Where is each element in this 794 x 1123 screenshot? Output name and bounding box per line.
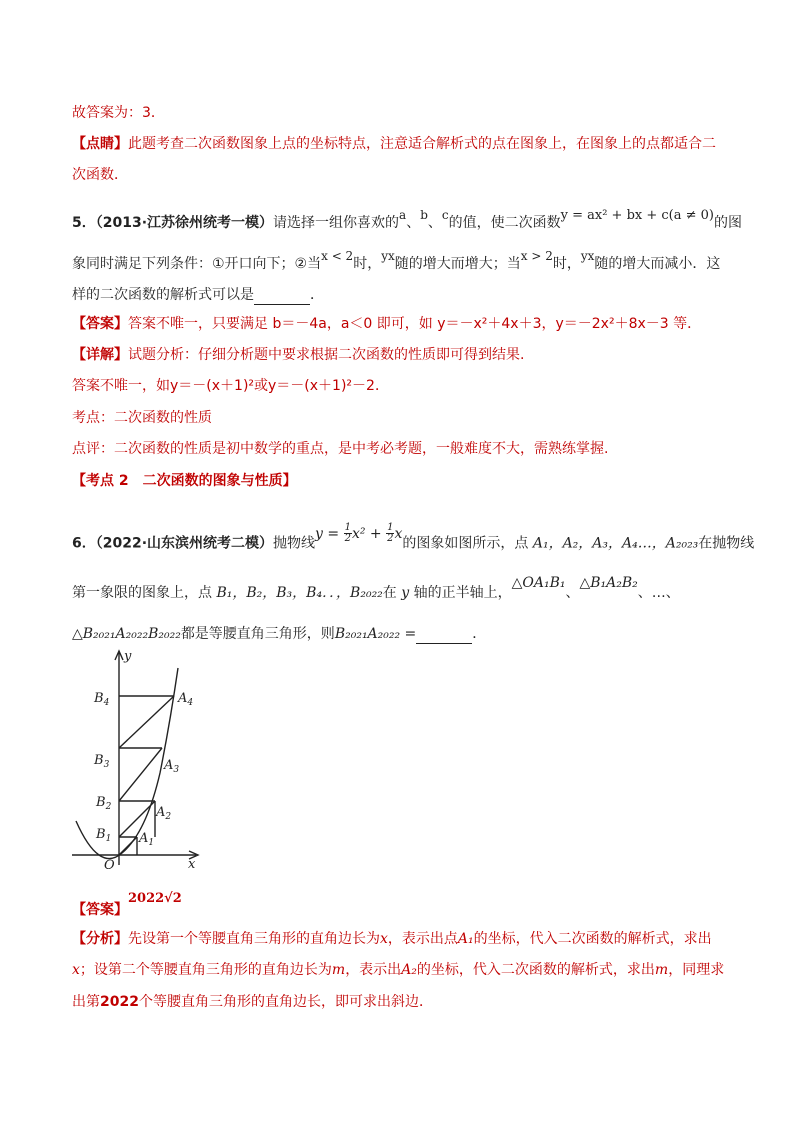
q5-detail-2: 答案不唯一，如y＝－(x＋1)²或y＝－(x＋1)²－2． (72, 378, 389, 394)
q6-answer-blank (416, 623, 472, 644)
q6-analysis-1: 【分析】先设第一个等腰直角三角形的直角边长为x，表示出点A₁的坐标，代入二次函数的解析式，求出 (72, 931, 712, 947)
label-y: y (124, 649, 132, 664)
label-A4: $A_4$ (178, 691, 194, 708)
segment-B1A2 (119, 801, 155, 837)
label-B4: $B_4$ (94, 691, 110, 708)
label-B2: $B_2$ (96, 795, 112, 812)
q6-line-1: 6．（2022·山东滨州统考二模）抛物线y = $\frac{1}{2}$ x² + $\frac{1}{2}$ x的图象如图所示，点 A₁，A₂，A₃，A₄…，A₂₀₂₃在抛物线 (72, 522, 755, 552)
q5-function-formula: y = ax² + bx + c(a ≠ 0) (560, 208, 714, 223)
q5-detail: 【详解】试题分析：仔细分析题中要求根据二次函数的性质即可得到结果. (72, 347, 525, 363)
q6-analysis-2: x；设第二个等腰直角三角形的直角边长为m，表示出A₂的坐标，代入二次函数的解析式，求出m，同理求 (72, 962, 725, 978)
q5-comment: 点评：二次函数的性质是初中数学的重点，是中考必考题，一般难度不大，需熟练掌握. (72, 441, 609, 457)
label-B1: $B_1$ (96, 827, 112, 844)
label-A2: $A_2$ (156, 805, 172, 822)
q5-line-3: 样的二次函数的解析式可以是 ． (72, 284, 724, 305)
q5-kaodian: 考点：二次函数的性质 (72, 410, 212, 426)
q6-line-3: △B₂₀₂₁A₂₀₂₂B₂₀₂₂都是等腰直角三角形，则B₂₀₂₁A₂₀₂₂ = ． (72, 623, 724, 644)
q5-answer: 【答案】答案不唯一，只要满足 b＝－4a，a＜0 即可，如 y＝－x²＋4x＋3，y＝－2x²＋8x－3 等． (72, 316, 702, 332)
answer-blank (254, 284, 310, 305)
segment-OA1 (119, 837, 137, 855)
q5-line-2: 象同时满足下列条件：①开口向下；②当x < 2时，yx随的增大而增大；当x > 2时，yx随的增大而减小．这 (72, 249, 721, 272)
q6-analysis-3: 出第2022个等腰直角三角形的直角边长，即可求出斜边． (72, 994, 433, 1010)
parabola-triangles-figure (64, 643, 214, 873)
label-x: x (188, 857, 196, 872)
q5-line-1: 5．（2013·江苏徐州统考一模）请选择一组你喜欢的a、b、c的值，使二次函数y = ax² + bx + c(a ≠ 0)的图 (72, 208, 742, 231)
section-header: 【考点 2 二次函数的图象与性质】 (72, 473, 297, 489)
previous-answer-line: 故答案为：3． (72, 105, 165, 121)
q6-parabola-formula: y = $\frac{1}{2}$ x² + $\frac{1}{2}$ x (315, 522, 403, 544)
label-A1: $A_1$ (139, 831, 155, 848)
label-A3: $A_3$ (164, 758, 180, 775)
label-B3: $B_3$ (94, 753, 110, 770)
q6-line-2: 第一象限的图象上，点 B₁，B₂，B₃，B₄．．，B₂₀₂₂在 y 轴的正半轴上，△OA₁B₁、△B₁A₂B₂、…、 (72, 575, 680, 601)
label-O: O (104, 858, 115, 873)
segment-B2A3 (119, 748, 162, 801)
dianjing-line-2: 次函数． (72, 167, 128, 183)
dianjing-line-1: 【点睛】此题考查二次函数图象上点的坐标特点，注意适合解析式的点在图象上，在图象上的点都适合二 (72, 136, 716, 152)
q6-answer: 【答案】2022√2 (72, 891, 182, 918)
